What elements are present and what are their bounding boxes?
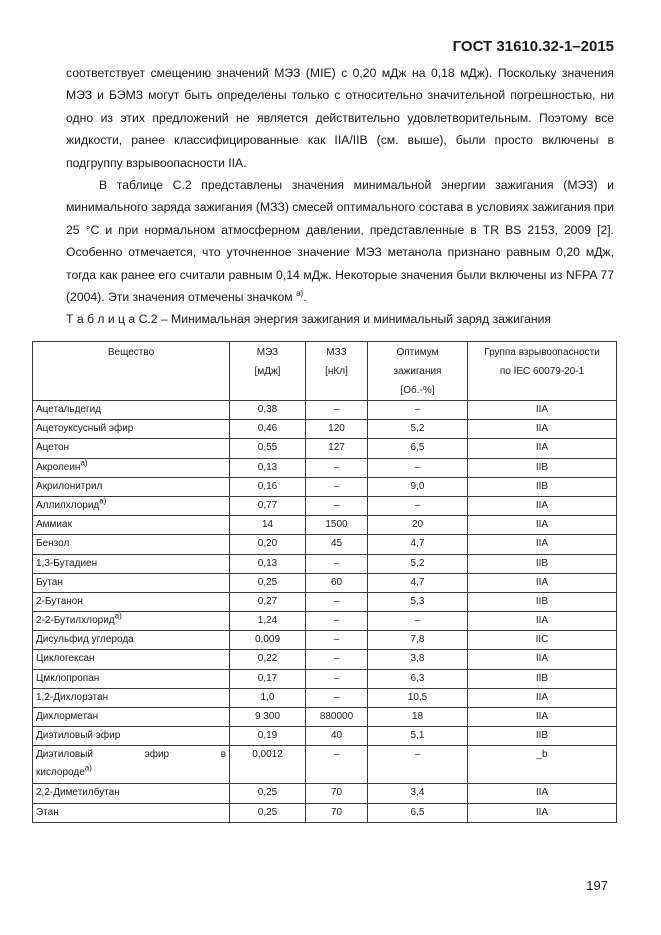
table-row [33,496,617,515]
cell-substance: Диэтиловый эфир в кислороде$^{а)}$ [33,746,230,784]
table-row [33,784,617,803]
cell-optimum: 5,2 [368,554,468,573]
cell-substance: Циклогексан [33,650,230,669]
footnote-marker: а) [296,289,304,298]
cell-optimum: – [368,496,468,515]
cell-optimum: 9,0 [368,477,468,496]
cell-mez: 9 300 [230,708,306,727]
cell-mzz: – [306,401,368,420]
cell-substance: Ацетальдегид [33,401,230,420]
cell-optimum: 5,3 [368,592,468,611]
header-optimum: Оптимум зажигания [Об.-%] [368,342,468,401]
paragraph-1: соответствует смещению значений МЭЗ (MIE) с 0,20 мДж на 0,18 мДж). Поскольку значения МЭЗ и БЭМЗ могут быть определены только с относительно значительной погрешностью, ни одно из этих предложений не является действительно удовлетворительным. Поэтому все жидкости, ранее классифицированные как IIA/IIB (см. выше), были просто включены в подгруппу взрывоопасности IIA. [66,66,614,170]
cell-substance: Аммиак [33,516,230,535]
cell-mzz: 70 [306,784,368,803]
cell-substance: Ацетон [33,439,230,458]
header-mez: МЭЗ [мДж] [230,342,306,401]
cell-mez: 0,27 [230,592,306,611]
cell-group: IIB [468,554,617,573]
footnote-marker: а) [84,764,92,774]
table-row [33,612,617,631]
cell-mzz: 60 [306,573,368,592]
cell-mzz: 70 [306,803,368,822]
cell-substance: Акрилонитрил [33,477,230,496]
table-row [33,401,617,420]
table-row [33,669,617,688]
footnote-marker: а) [99,496,107,506]
table-row [33,554,617,573]
cell-mzz: 45 [306,535,368,554]
cell-group: IIA [468,573,617,592]
footnote-marker: а) [80,458,88,468]
cell-group: IIB [468,458,617,477]
cell-group: IIA [468,496,617,515]
cell-mez: 0,25 [230,803,306,822]
cell-mez: 0,77 [230,496,306,515]
header-group: Группа взрывоопасности по IEC 60079-20-1 [468,342,617,401]
body-text [66,62,614,331]
cell-group: IIC [468,631,617,650]
cell-substance: 1,3-Бутадиен [33,554,230,573]
table-row [33,477,617,496]
paragraph-2-text: В таблице С.2 представлены значения минимальной энергии зажигания (МЭЗ) и минимального заряда зажигания (МЗЗ) смесей оптимального состава в условиях зажигания при 25 °С и при нормальном атмосферном давлении, представленные в TR BS 2153, 2009 [2]. Особенно отмечается, что уточненное значение МЭЗ метанола признано равным 0,20 мДж, тогда как ранее его считали равным 0,14 мДж. Некоторые значения были включены из NFPA 77 (2004). Эти значения отмечены значком [66,178,614,305]
table-row [33,688,617,707]
cell-mzz: – [306,746,368,784]
paragraph-2 [66,174,614,308]
header-substance: Вещество [33,342,230,401]
table-row [33,708,617,727]
cell-mez: 0,25 [230,573,306,592]
cell-optimum: 6,3 [368,669,468,688]
header-mzz: МЗЗ [нКл] [306,342,368,401]
cell-group: IIB [468,592,617,611]
table-row [33,592,617,611]
cell-group: IIA [468,784,617,803]
paragraph-2-end: . [303,290,307,305]
cell-mzz: – [306,496,368,515]
cell-optimum: 10,5 [368,688,468,707]
energy-table [32,341,617,823]
cell-substance: Диэтиловый эфир [33,727,230,746]
cell-mzz: – [306,554,368,573]
footnote-marker: а) [114,611,122,621]
cell-mzz: 127 [306,439,368,458]
cell-mez: 0,22 [230,650,306,669]
cell-mez: 0,55 [230,439,306,458]
cell-mzz: 1500 [306,516,368,535]
table-row [33,573,617,592]
table-row [33,535,617,554]
cell-optimum: 18 [368,708,468,727]
cell-group: _b [468,746,617,784]
cell-optimum: 7,8 [368,631,468,650]
table-row [33,631,617,650]
table-row [33,516,617,535]
cell-substance: Бензол [33,535,230,554]
cell-mez: 0,16 [230,477,306,496]
cell-mzz: – [306,631,368,650]
table-row [33,803,617,822]
cell-group: IIA [468,401,617,420]
cell-mez: 0,46 [230,420,306,439]
cell-mez: 0,13 [230,458,306,477]
cell-mzz: – [306,477,368,496]
cell-mez: 0,20 [230,535,306,554]
cell-group: IIA [468,420,617,439]
cell-group: IIA [468,516,617,535]
cell-group: IIA [468,708,617,727]
cell-optimum: 6,5 [368,803,468,822]
cell-mzz: – [306,612,368,631]
table-row [33,650,617,669]
cell-substance: Бутан [33,573,230,592]
cell-substance: 2-Бутанон [33,592,230,611]
cell-optimum: 6,5 [368,439,468,458]
table-row [33,458,617,477]
cell-substance: Дихлорметан [33,708,230,727]
cell-substance: Этан [33,803,230,822]
table-row [33,439,617,458]
cell-mzz: – [306,458,368,477]
cell-mez: 0,17 [230,669,306,688]
table-row [33,420,617,439]
cell-mez: 0,13 [230,554,306,573]
cell-substance: Акролеин$^{а)}$ [33,458,230,477]
cell-mez: 0,009 [230,631,306,650]
cell-mez: 14 [230,516,306,535]
cell-mzz: – [306,592,368,611]
cell-mzz: – [306,650,368,669]
cell-group: IIA [468,650,617,669]
table-caption: Т а б л и ц а С.2 – Минимальная энергия зажигания и минимальный заряд зажигания [66,312,552,327]
cell-group: IIB [468,727,617,746]
cell-group: IIA [468,439,617,458]
cell-optimum: 4,7 [368,573,468,592]
cell-optimum: 5,1 [368,727,468,746]
cell-optimum: 3,4 [368,784,468,803]
cell-optimum: 3,8 [368,650,468,669]
page-number: 197 [586,878,608,893]
table-row [33,727,617,746]
cell-group: IIA [468,803,617,822]
table-header-row [33,342,617,401]
cell-mez: 0,38 [230,401,306,420]
table-row-diethyl-ether-oxygen [33,746,617,784]
cell-substance: Цмклопропан [33,669,230,688]
cell-optimum: – [368,458,468,477]
cell-optimum: 5,2 [368,420,468,439]
cell-mzz: – [306,669,368,688]
cell-optimum: 4,7 [368,535,468,554]
document-id: ГОСТ 31610.32-1–2015 [452,38,614,55]
cell-mzz: 120 [306,420,368,439]
cell-group: IIB [468,669,617,688]
cell-mez: 0,25 [230,784,306,803]
cell-group: IIA [468,688,617,707]
cell-substance: 2,2-Диметилбутан [33,784,230,803]
cell-mzz: 880000 [306,708,368,727]
cell-mzz: 40 [306,727,368,746]
cell-substance: Дисульфид углерода [33,631,230,650]
cell-optimum: – [368,612,468,631]
cell-mez: 0,19 [230,727,306,746]
cell-substance: 1,2-Дихлорэтан [33,688,230,707]
cell-group: IIA [468,535,617,554]
cell-group: IIB [468,477,617,496]
cell-substance: Ацетоуксусный эфир [33,420,230,439]
cell-mzz: – [306,688,368,707]
cell-optimum: – [368,746,468,784]
cell-mez: 1,0 [230,688,306,707]
cell-mez: 0,0012 [230,746,306,784]
cell-optimum: 20 [368,516,468,535]
cell-substance: Аллилхлорид$^{а)}$ [33,496,230,515]
cell-group: IIA [468,612,617,631]
cell-mez: 1,24 [230,612,306,631]
cell-optimum: – [368,401,468,420]
cell-substance: 2-2-Бутилхлорид$^{а)}$ [33,612,230,631]
